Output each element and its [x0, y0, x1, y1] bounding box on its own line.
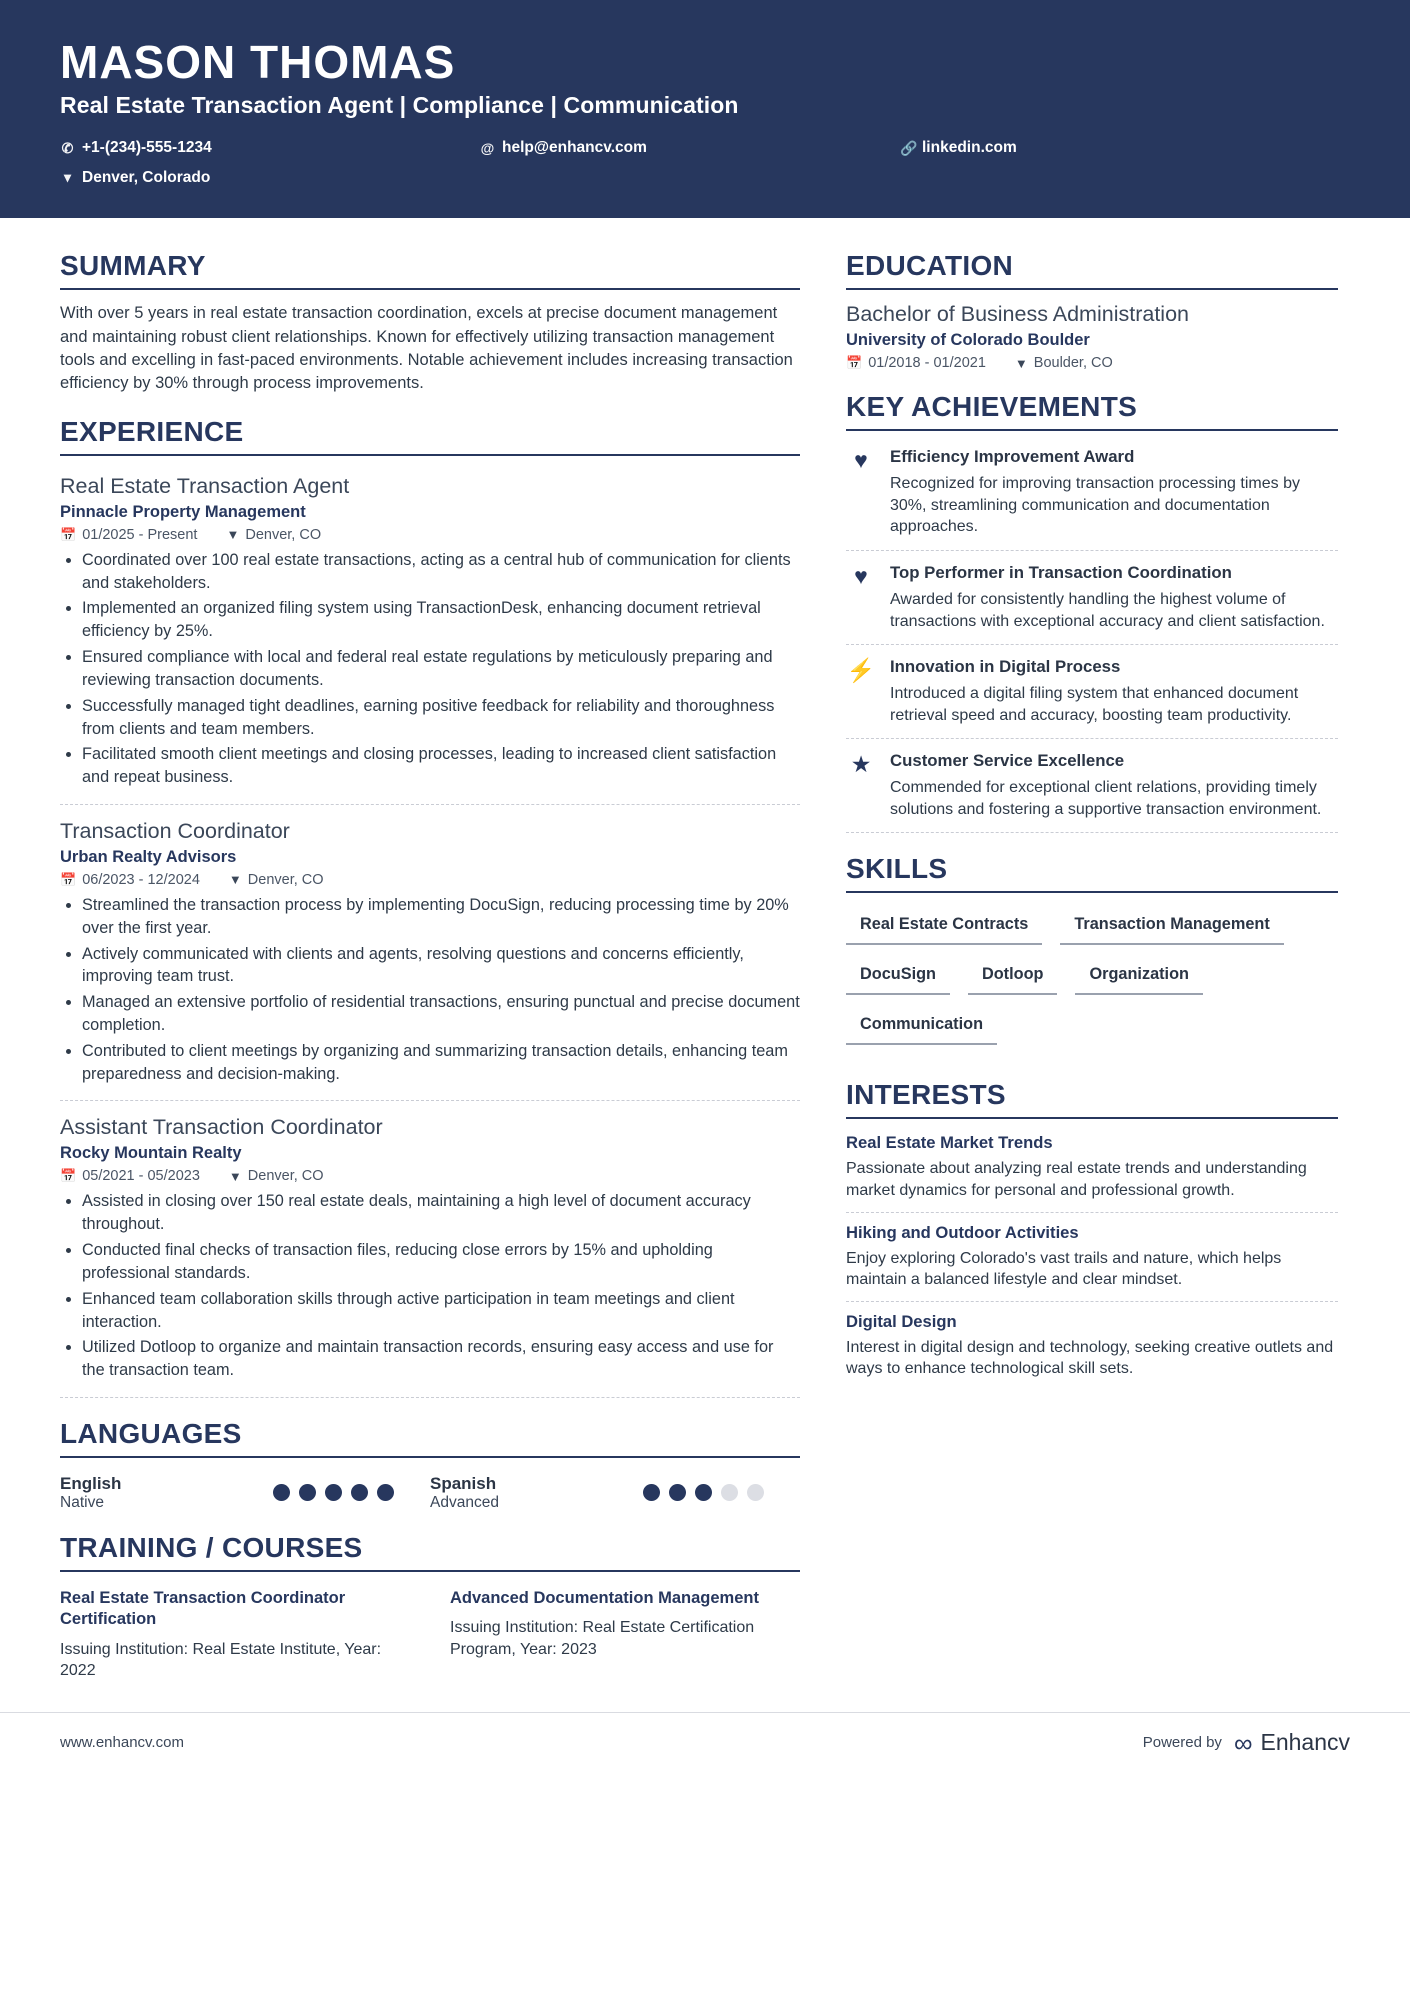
calendar-icon: 📅 — [60, 526, 77, 542]
achievement-item — [846, 435, 1338, 551]
contact-phone-text: +1-(234)-555-1234 — [82, 139, 212, 157]
achievement-item — [846, 551, 1338, 645]
job-company: Urban Realty Advisors — [60, 847, 237, 866]
resume-footer — [0, 1712, 1410, 1778]
summary-text: With over 5 years in real estate transaction coordination, excels at precise document management and maintaining robust client relationships. Known for effectively utilizing transaction management tools and excelling in fast-paced environments. Notable achievement includes increasing transaction efficiency by 30% through process improvements. — [60, 304, 793, 393]
summary-heading: SUMMARY — [60, 250, 800, 290]
achievement-item — [846, 739, 1338, 833]
languages-heading: LANGUAGES — [60, 1418, 800, 1458]
language-name: Spanish — [430, 1473, 497, 1493]
experience-item — [60, 1101, 800, 1398]
job-bullet: • Enhanced team collaboration skills through active participation in team meetings and client interaction. — [82, 1288, 800, 1334]
interest-desc: Passionate about analyzing real estate trends and understanding market dynamics for personal and professional growth. — [846, 1160, 1307, 1200]
interest-title: Digital Design — [846, 1311, 957, 1331]
language-level: Native — [60, 1493, 104, 1511]
interest-title: Real Estate Market Trends — [846, 1133, 1053, 1153]
training-title: Real Estate Transaction Coordinator Certification — [60, 1588, 346, 1629]
bolt-icon: ⚡ — [846, 657, 876, 684]
job-bullet: • Coordinated over 100 real estate transactions, acting as a central hub of communication for clients and stakeholders. — [82, 549, 800, 595]
job-location — [229, 872, 324, 888]
experience-item — [60, 460, 800, 805]
achievement-title: Efficiency Improvement Award — [890, 447, 1135, 467]
skill-tag: Dotloop — [968, 959, 1057, 995]
achievement-desc: Awarded for consistently handling the highest volume of transactions with exceptional accuracy and client satisfaction. — [890, 590, 1325, 630]
training-item — [450, 1588, 800, 1682]
training-heading: TRAINING / COURSES — [60, 1532, 800, 1572]
skill-tag: Transaction Management — [1060, 909, 1283, 945]
education-dates-text: 01/2018 - 01/2021 — [868, 355, 986, 372]
contact-phone — [60, 133, 480, 162]
interests-heading: INTERESTS — [846, 1079, 1338, 1119]
training-desc: Issuing Institution: Real Estate Certification Program, Year: 2023 — [450, 1619, 755, 1659]
link-icon: 🔗 — [900, 139, 918, 156]
achievement-title: Innovation in Digital Process — [890, 657, 1121, 677]
language-name: English — [60, 1473, 122, 1493]
rating-dot — [325, 1484, 342, 1501]
enhancv-wordmark: Enhancv — [1260, 1729, 1350, 1756]
job-location-text: Denver, CO — [245, 526, 322, 543]
training-item — [60, 1588, 410, 1682]
job-location-text: Denver, CO — [247, 871, 324, 888]
interest-item — [846, 1302, 1338, 1390]
education-school: University of Colorado Boulder — [846, 331, 1090, 350]
job-bullets — [60, 1190, 800, 1382]
job-bullet: • Assisted in closing over 150 real estate deals, maintaining a high level of document accuracy throughout. — [82, 1190, 800, 1236]
left-column — [60, 242, 800, 1682]
job-bullet: • Implemented an organized filing system using TransactionDesk, enhancing document retrieval efficiency by 25%. — [82, 597, 800, 643]
job-dates — [60, 1168, 200, 1184]
language-rating — [643, 1484, 764, 1501]
skills-list — [846, 909, 1338, 1059]
education-item — [846, 302, 1338, 371]
right-column — [846, 242, 1338, 1682]
job-dates-text: 01/2025 - Present — [82, 526, 198, 543]
rating-dot — [377, 1484, 394, 1501]
job-bullet: • Facilitated smooth client meetings and closing processes, leading to increased client satisfaction and repeat business. — [82, 743, 800, 789]
rating-dot-empty — [747, 1484, 764, 1501]
job-location-text: Denver, CO — [247, 1168, 324, 1185]
interest-item — [846, 1123, 1338, 1212]
rating-dot — [299, 1484, 316, 1501]
calendar-icon: 📅 — [60, 871, 77, 887]
candidate-title: Real Estate Transaction Agent | Compliance | Communication — [60, 92, 739, 119]
education-location-text: Boulder, CO — [1033, 355, 1113, 372]
achievement-desc: Commended for exceptional client relations, providing timely solutions and fostering a supportive transaction environment. — [890, 779, 1322, 818]
enhancv-mark-icon: ∞ — [1233, 1727, 1253, 1758]
language-level: Advanced — [430, 1493, 499, 1511]
resume-header — [0, 0, 1410, 218]
job-company: Rocky Mountain Realty — [60, 1144, 242, 1163]
footer-url[interactable]: www.enhancv.com — [60, 1734, 184, 1752]
footer-brand-area — [1143, 1729, 1350, 1756]
training-title: Advanced Documentation Management — [450, 1588, 759, 1607]
calendar-icon: 📅 — [60, 1168, 77, 1184]
interest-item — [846, 1213, 1338, 1302]
education-meta — [846, 355, 1338, 371]
job-meta — [60, 872, 800, 888]
heart-icon: ♥ — [854, 562, 868, 589]
job-meta — [60, 527, 800, 543]
achievement-desc: Recognized for improving transaction processing times by 30%, streamlining communication and documentation approaches. — [890, 475, 1300, 536]
experience-heading: EXPERIENCE — [60, 416, 800, 456]
education-location — [1015, 355, 1113, 371]
location-icon: ▾ — [63, 169, 72, 186]
achievement-desc: Introduced a digital filing system that enhanced document retrieval speed and accuracy, boosting team productivity. — [890, 685, 1299, 724]
contact-linkedin[interactable] — [900, 133, 1200, 162]
enhancv-logo — [1234, 1729, 1350, 1756]
calendar-icon: 📅 — [846, 355, 863, 371]
education-heading: EDUCATION — [846, 250, 1338, 290]
skills-heading: SKILLS — [846, 853, 1338, 893]
rating-dot — [695, 1484, 712, 1501]
training-list — [60, 1588, 800, 1682]
candidate-name: MASON THOMAS — [60, 36, 456, 88]
achievement-title: Top Performer in Transaction Coordination — [890, 562, 1232, 582]
language-item — [430, 1474, 800, 1512]
training-desc: Issuing Institution: Real Estate Institute, Year: 2022 — [60, 1640, 382, 1680]
languages-list — [60, 1474, 800, 1512]
job-bullets — [60, 894, 800, 1086]
job-dates-text: 06/2023 - 12/2024 — [82, 871, 200, 888]
rating-dot — [273, 1484, 290, 1501]
heart-icon: ♥ — [854, 447, 868, 474]
job-bullet: • Contributed to client meetings by organizing and summarizing transaction details, enhancing team preparedness and decision-making. — [82, 1040, 800, 1086]
achievement-item — [846, 645, 1338, 739]
job-role: Transaction Coordinator — [60, 818, 290, 843]
interest-title: Hiking and Outdoor Activities — [846, 1222, 1079, 1242]
job-bullet: • Managed an extensive portfolio of residential transactions, ensuring punctual and precise document completion. — [82, 991, 800, 1037]
contact-location-text: Denver, Colorado — [82, 168, 211, 186]
job-bullet: • Streamlined the transaction process by implementing DocuSign, reducing processing time by 20% over the first year. — [82, 894, 800, 940]
education-degree: Bachelor of Business Administration — [846, 302, 1189, 327]
job-bullet: • Successfully managed tight deadlines, earning positive feedback for reliability and thoroughness from clients and team members. — [82, 695, 800, 741]
rating-dot — [351, 1484, 368, 1501]
resume-body — [0, 218, 1410, 1682]
rating-dot — [669, 1484, 686, 1501]
job-bullet: • Utilized Dotloop to organize and maintain transaction records, ensuring easy access and use for the transaction team. — [82, 1336, 800, 1382]
interest-desc: Interest in digital design and technology, seeking creative outlets and ways to enhance technological skill sets. — [846, 1338, 1334, 1378]
location-icon: ▼ — [1014, 355, 1028, 371]
language-item — [60, 1474, 430, 1512]
education-dates — [846, 355, 986, 371]
contact-email[interactable] — [480, 133, 900, 162]
job-location — [226, 527, 321, 543]
contact-location — [60, 163, 480, 192]
job-role: Assistant Transaction Coordinator — [60, 1115, 383, 1140]
achievements-heading: KEY ACHIEVEMENTS — [846, 391, 1338, 431]
language-rating — [273, 1484, 394, 1501]
job-dates — [60, 872, 200, 888]
job-bullets — [60, 549, 800, 789]
job-role: Real Estate Transaction Agent — [60, 473, 350, 498]
job-bullet: • Conducted final checks of transaction files, reducing close errors by 15% and upholding professional standards. — [82, 1239, 800, 1285]
experience-item — [60, 805, 800, 1102]
achievement-title: Customer Service Excellence — [890, 751, 1125, 771]
skill-tag: Real Estate Contracts — [846, 909, 1042, 945]
phone-icon: ✆ — [61, 139, 74, 156]
skill-tag: DocuSign — [846, 959, 950, 995]
contact-email-text: help@enhancv.com — [502, 139, 647, 157]
skill-tag: Communication — [846, 1009, 997, 1045]
star-icon: ★ — [850, 751, 872, 778]
email-icon: @ — [480, 139, 495, 156]
contact-row — [60, 133, 1350, 192]
job-dates — [60, 527, 197, 543]
location-icon: ▼ — [226, 527, 240, 543]
rating-dot-empty — [721, 1484, 738, 1501]
skill-tag: Organization — [1075, 959, 1203, 995]
location-icon: ▼ — [228, 872, 242, 888]
location-icon: ▼ — [228, 1168, 242, 1184]
job-dates-text: 05/2021 - 05/2023 — [82, 1168, 200, 1185]
job-company: Pinnacle Property Management — [60, 502, 306, 521]
interest-desc: Enjoy exploring Colorado's vast trails and nature, which helps maintain a balanced lifestyle and clear mindset. — [846, 1249, 1282, 1289]
job-bullet: • Actively communicated with clients and agents, resolving questions and concerns efficiently, improving team trust. — [82, 943, 800, 989]
rating-dot — [643, 1484, 660, 1501]
job-meta — [60, 1168, 800, 1184]
job-bullet: • Ensured compliance with local and federal real estate regulations by meticulously preparing and reviewing transaction documents. — [82, 646, 800, 692]
job-location — [229, 1168, 324, 1184]
powered-by-label: Powered by — [1142, 1734, 1222, 1752]
contact-linkedin-text: linkedin.com — [922, 139, 1017, 157]
